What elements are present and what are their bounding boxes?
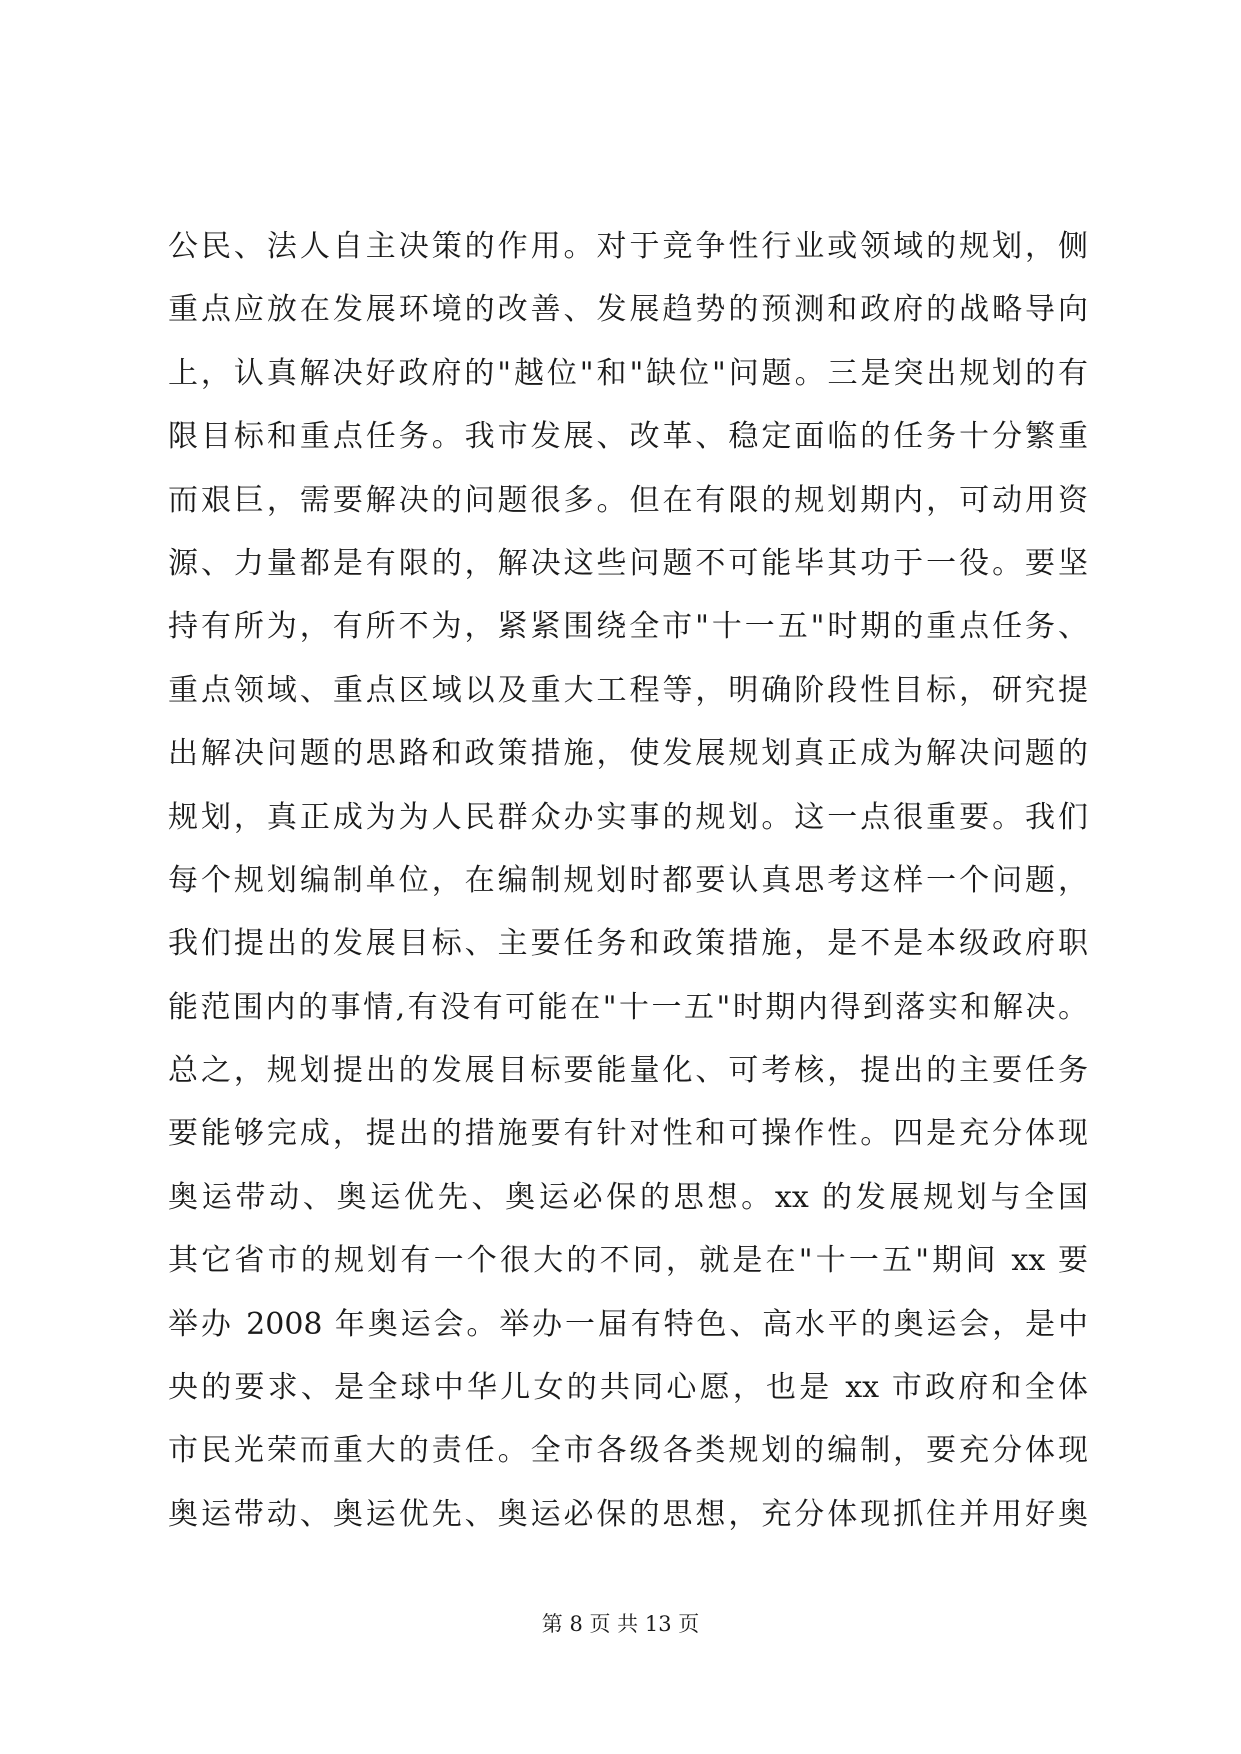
text-line: 能范围内的事情,有没有可能在"十一五"时期内得到落实和解决。 <box>168 989 1088 1025</box>
text-line: 重点领域、重点区域以及重大工程等，明确阶段性目标，研究提 <box>168 672 1088 708</box>
text-line: 持有所为，有所不为，紧紧围绕全市"十一五"时期的重点任务、 <box>168 609 1088 645</box>
text-line: 我们提出的发展目标、主要任务和政策措施，是不是本级政府职 <box>168 926 1088 962</box>
text-line: 总之，规划提出的发展目标要能量化、可考核，提出的主要任务 <box>168 1053 1088 1089</box>
text-line: 其它省市的规划有一个很大的不同，就是在"十一五"期间 xx 要 <box>168 1243 1088 1279</box>
text-line: 规划，真正成为为人民群众办实事的规划。这一点很重要。我们 <box>168 799 1088 835</box>
text-line: 源、力量都是有限的，解决这些问题不可能毕其功于一役。要坚 <box>168 545 1088 581</box>
text-line: 奥运带动、奥运优先、奥运必保的思想。xx 的发展规划与全国 <box>168 1179 1088 1215</box>
text-line: 限目标和重点任务。我市发展、改革、稳定面临的任务十分繁重 <box>168 419 1088 455</box>
text-line: 央的要求、是全球中华儿女的共同心愿，也是 xx 市政府和全体 <box>168 1370 1088 1406</box>
text-line: 奥运带动、奥运优先、奥运必保的思想，充分体现抓住并用好奥 <box>168 1496 1088 1532</box>
text-line: 要能够完成，提出的措施要有针对性和可操作性。四是充分体现 <box>168 1116 1088 1152</box>
text-line: 每个规划编制单位，在编制规划时都要认真思考这样一个问题， <box>168 862 1088 898</box>
text-line: 而艰巨，需要解决的问题很多。但在有限的规划期内，可动用资 <box>168 482 1088 518</box>
text-line: 出解决问题的思路和政策措施，使发展规划真正成为解决问题的 <box>168 736 1088 772</box>
text-line: 公民、法人自主决策的作用。对于竞争性行业或领域的规划，侧 <box>168 229 1088 264</box>
body-text <box>168 230 1088 1561</box>
text-line: 重点应放在发展环境的改善、发展趋势的预测和政府的战略导向 <box>168 292 1088 328</box>
text-line: 举办 2008 年奥运会。举办一届有特色、高水平的奥运会，是中 <box>168 1306 1088 1342</box>
text-line: 市民光荣而重大的责任。全市各级各类规划的编制，要充分体现 <box>168 1433 1088 1469</box>
page-number-footer: 第 8 页 共 13 页 <box>541 1612 700 1636</box>
text-line: 上，认真解决好政府的"越位"和"缺位"问题。三是突出规划的有 <box>168 355 1088 391</box>
